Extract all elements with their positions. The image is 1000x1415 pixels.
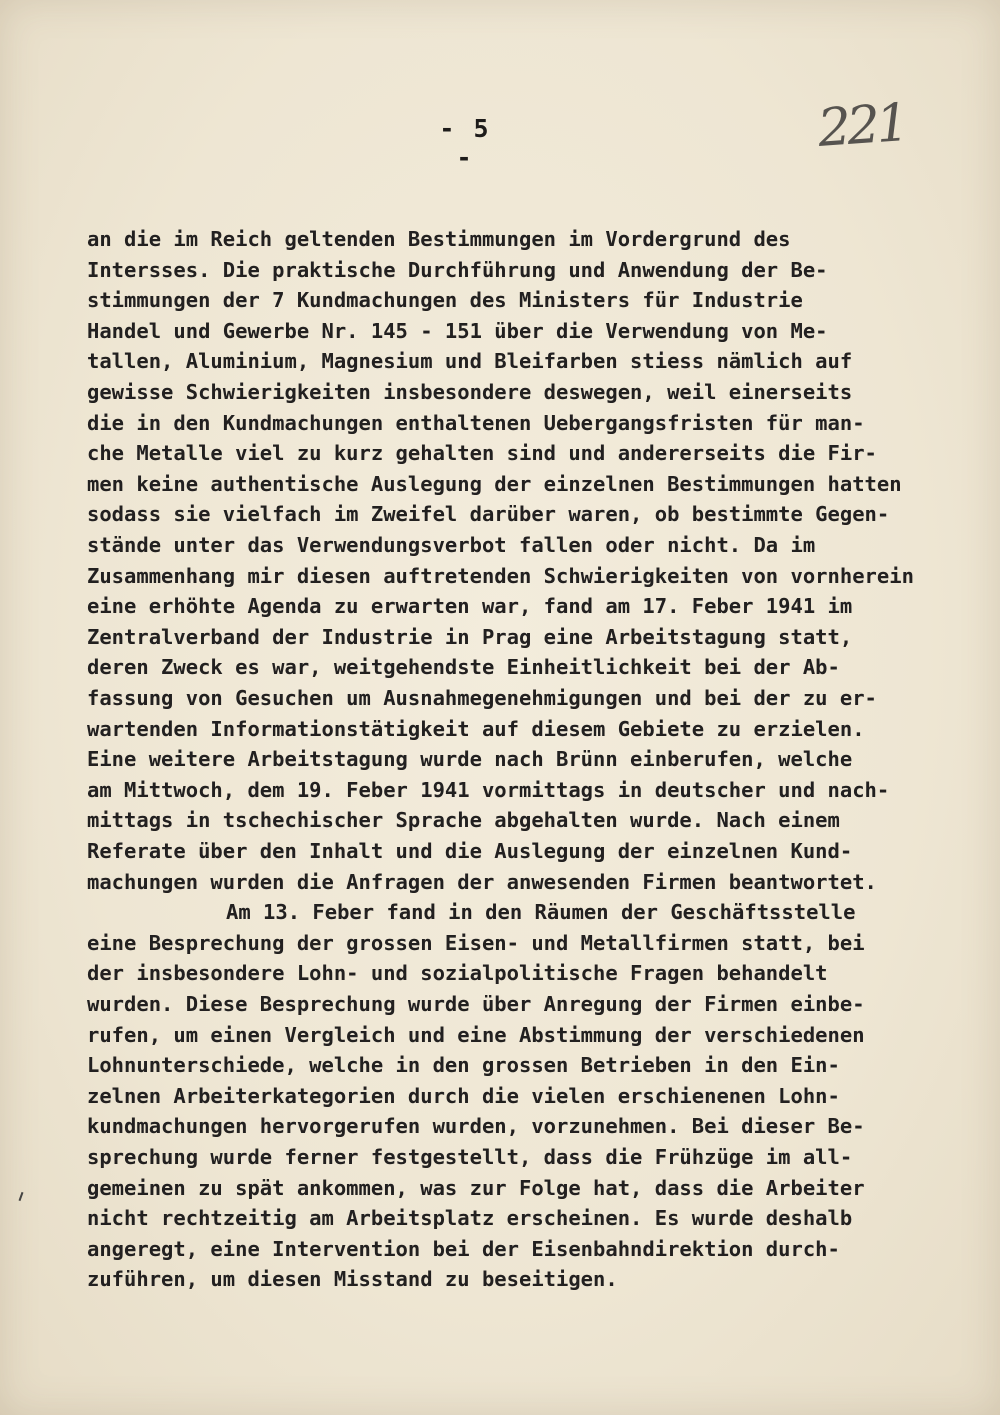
text-line: machungen wurden die Anfragen der anwesenden Firmen beantwortet.: [87, 869, 877, 894]
text-line: eine Besprechung der grossen Eisen- und Metallfirmen statt, bei: [87, 930, 865, 955]
text-line: mittags in tschechischer Sprache abgehalten wurde. Nach einem: [87, 808, 840, 833]
text-line: Am 13. Feber fand in den Räumen der Geschäftsstelle: [226, 900, 856, 925]
text-line: Handel und Gewerbe Nr. 145 - 151 über die Verwendung von Me-: [87, 318, 828, 343]
text-line: tallen, Aluminium, Magnesium und Bleifarben stiess nämlich auf: [87, 349, 853, 374]
text-line: gewisse Schwierigkeiten insbesondere deswegen, weil einerseits: [87, 380, 853, 404]
text-line: Zusammenhang mir diesen auftretenden Schwierigkeiten von vornherein: [87, 563, 914, 588]
stray-ink-mark: [19, 1192, 24, 1201]
text-line: Eine weitere Arbeitstagung wurde nach Brünn einberufen, welche: [87, 747, 853, 772]
text-line: fassung von Gesuchen um Ausnahmegenehmigungen und bei der zu er-: [87, 686, 877, 710]
text-line: che Metalle viel zu kurz gehalten sind und andererseits die Fir-: [87, 441, 877, 466]
text-line: am Mittwoch, dem 19. Feber 1941 vormittags in deutscher und nach-: [87, 777, 890, 802]
text-line: wurden. Diese Besprechung wurde über Anregung der Firmen einbe-: [87, 992, 865, 1016]
text-line: men keine authentische Auslegung der einzelnen Bestimmungen hatten: [87, 471, 902, 496]
text-line: Intersses. Die praktische Durchführung und Anwendung der Be-: [87, 257, 828, 282]
text-line: wartenden Informationstätigkeit auf diesem Gebiete zu erzielen.: [87, 716, 865, 741]
text-line: zelnen Arbeiterkategorien durch die vielen erschienenen Lohn-: [87, 1083, 840, 1108]
text-line: eine erhöhte Agenda zu erwarten war, fand am 17. Feber 1941 im: [87, 594, 853, 619]
text-line: deren Zweck es war, weitgehendste Einheitlichkeit bei der Ab-: [87, 655, 840, 680]
text-line: stimmungen der 7 Kundmachungen des Ministers für Industrie: [87, 288, 803, 313]
text-line: nicht rechtzeitig am Arbeitsplatz erscheinen. Es wurde deshalb: [87, 1206, 853, 1231]
text-line: sprechung wurde ferner festgestellt, dass die Frühzüge im all-: [87, 1145, 853, 1169]
text-line: Referate über den Inhalt und die Auslegung der einzelnen Kund-: [87, 839, 853, 863]
handwritten-folio-number: 221: [816, 93, 908, 159]
text-line: sodass sie vielfach im Zweifel darüber waren, ob bestimmte Gegen-: [87, 502, 890, 527]
text-line: kundmachungen hervorgerufen wurden, vorzunehmen. Bei dieser Be-: [87, 1114, 865, 1139]
text-line: rufen, um einen Vergleich und eine Abstimmung der verschiedenen: [87, 1022, 865, 1047]
text-line: der insbesondere Lohn- und sozialpolitische Fragen behandelt: [87, 961, 828, 986]
text-line: zuführen, um diesen Misstand zu beseitigen.: [87, 1267, 618, 1292]
text-line: stände unter das Verwendungsverbot fallen oder nicht. Da im: [87, 533, 816, 557]
text-line: gemeinen zu spät ankommen, was zur Folge hat, dass die Arbeiter: [87, 1175, 865, 1200]
text-line: Lohnunterschiede, welche in den grossen Betrieben in den Ein-: [87, 1053, 840, 1078]
page-number: - 5 -: [439, 114, 491, 172]
text-line: die in den Kundmachungen enthaltenen Uebergangsfristen für man-: [87, 410, 865, 435]
text-line: Zentralverband der Industrie in Prag eine Arbeitstagung statt,: [87, 624, 853, 649]
text-line: an die im Reich geltenden Bestimmungen im Vordergrund des: [87, 227, 791, 251]
text-line: angeregt, eine Intervention bei der Eisenbahndirektion durch-: [87, 1236, 840, 1261]
